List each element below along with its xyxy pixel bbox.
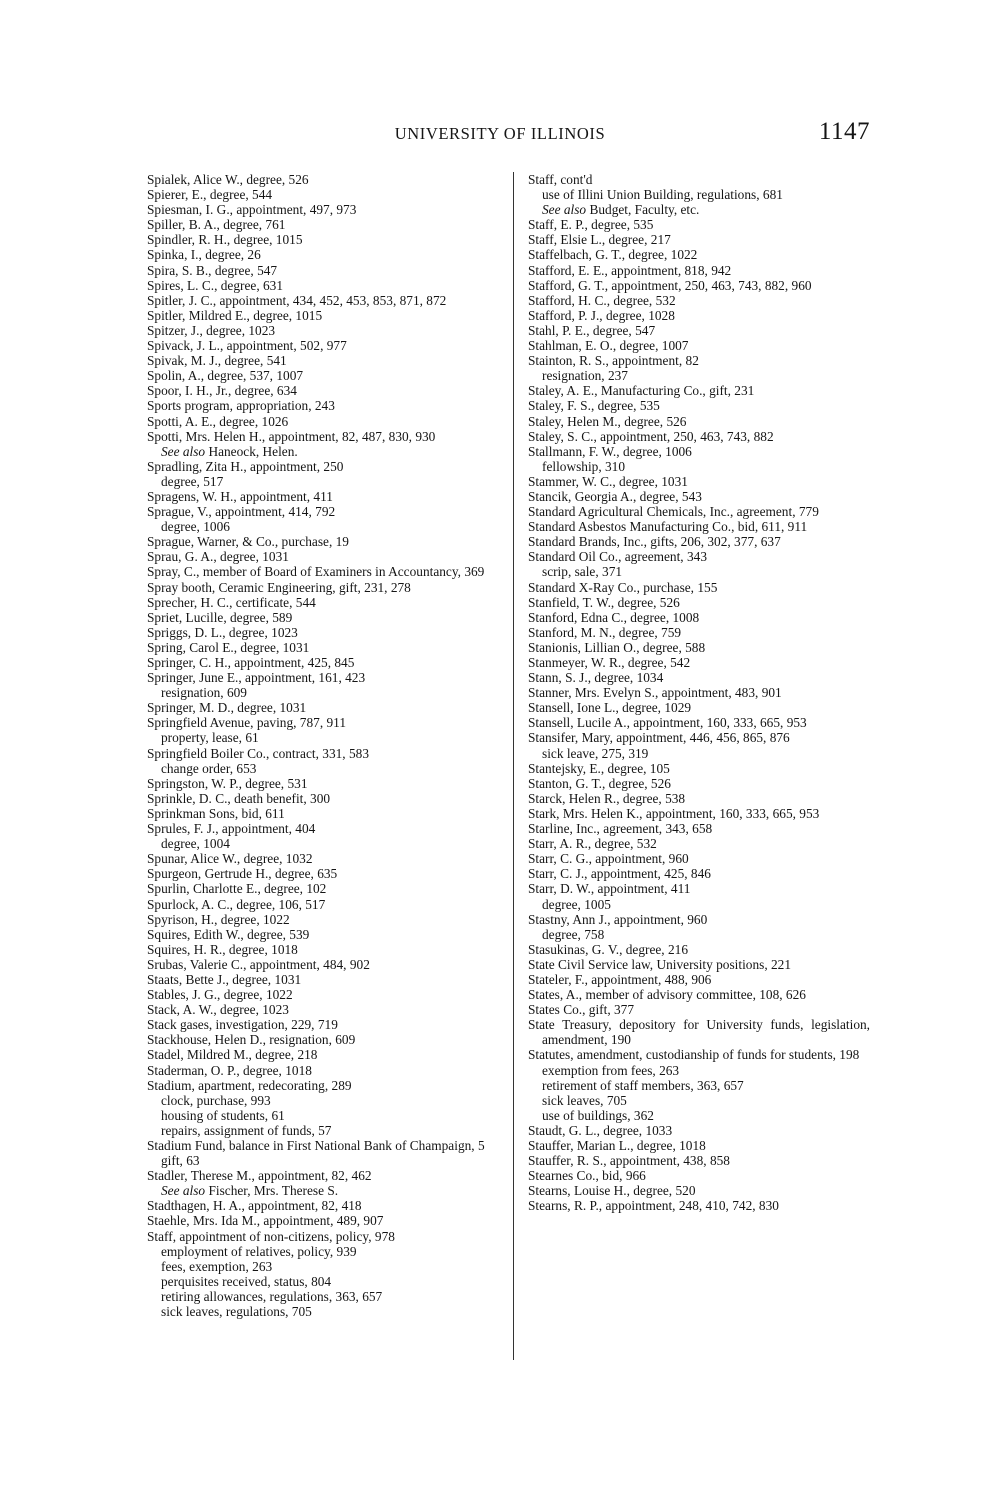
index-entry [528, 957, 870, 972]
entry-text: Spradling, Zita H., appointment, 250 [147, 458, 344, 474]
entry-text: Spiesman, I. G., appointment, 497, 973 [147, 202, 357, 218]
entry-text: Stafford, E. E., appointment, 818, 942 [528, 262, 732, 278]
entry-text: Springfield Boiler Co., contract, 331, 583 [147, 745, 369, 761]
entry-text: retiring allowances, regulations, 363, 657 [161, 1288, 383, 1304]
index-entry [528, 881, 870, 896]
entry-text: exemption from fees, 263 [542, 1062, 680, 1078]
index-entry [147, 232, 502, 247]
entry-text: Spray, C., member of Board of Examiners in Accountancy, 369 [147, 564, 485, 580]
index-entry [147, 1032, 502, 1047]
entry-text: Spragens, W. H., appointment, 411 [147, 488, 333, 504]
entry-text: Stann, S. J., degree, 1034 [528, 670, 664, 686]
entry-text: use of buildings, 362 [542, 1107, 654, 1123]
index-entry [528, 866, 870, 881]
index-entry [147, 1138, 502, 1153]
entry-text: Statutes, amendment, custodianship of funds for students, 198 [528, 1047, 860, 1063]
entry-text: Srubas, Valerie C., appointment, 484, 902 [147, 956, 370, 972]
entry-text: Stafford, P. J., degree, 1028 [528, 307, 675, 323]
index-subentry [147, 1304, 502, 1319]
see-also-prefix: See also [542, 202, 587, 218]
entry-text: Staats, Bette J., degree, 1031 [147, 971, 302, 987]
entry-text: Staff, E. P., degree, 535 [528, 217, 654, 233]
index-entry [147, 715, 502, 730]
index-entry [147, 1213, 502, 1228]
index-subentry [528, 1108, 870, 1123]
entry-text: Stammer, W. C., degree, 1031 [528, 473, 688, 489]
index-entry [528, 942, 870, 957]
index-entry [528, 338, 870, 353]
index-entry [528, 398, 870, 413]
index-entry [147, 338, 502, 353]
index-entry [147, 247, 502, 262]
entry-text: Spurlock, A. C., degree, 106, 517 [147, 896, 326, 912]
entry-text: Staderman, O. P., degree, 1018 [147, 1062, 312, 1078]
index-entry [147, 202, 502, 217]
entry-text: Standard Agricultural Chemicals, Inc., agreement, 779 [528, 504, 819, 520]
index-entry [528, 761, 870, 776]
page-number: 1147 [818, 118, 870, 145]
index-subentry [147, 1093, 502, 1108]
entry-text: Stack, A. W., degree, 1023 [147, 1002, 289, 1018]
entry-text: repairs, assignment of funds, 57 [161, 1122, 332, 1138]
index-subentry [528, 897, 870, 912]
entry-text: Stables, J. G., degree, 1022 [147, 987, 293, 1003]
entry-text: Spotti, A. E., degree, 1026 [147, 413, 289, 429]
index-entry [528, 172, 870, 187]
index-entry [528, 821, 870, 836]
index-subentry [147, 1259, 502, 1274]
index-subentry [528, 746, 870, 761]
entry-text: Stastny, Ann J., appointment, 960 [528, 911, 708, 927]
entry-text: degree, 1005 [542, 896, 611, 912]
index-entry [528, 519, 870, 534]
entry-text: Sprague, Warner, & Co., purchase, 19 [147, 534, 349, 550]
column-divider [513, 172, 514, 1360]
entry-text: scrip, sale, 371 [542, 564, 623, 580]
entry-text: Springfield Avenue, paving, 787, 911 [147, 715, 347, 731]
index-entry [147, 383, 502, 398]
entry-text: Spyrison, H., degree, 1022 [147, 911, 290, 927]
index-entry [147, 1063, 502, 1078]
index-entry [147, 414, 502, 429]
index-entry [528, 429, 870, 444]
index-entry [147, 1002, 502, 1017]
index-column-left [147, 172, 502, 1319]
index-entry [528, 489, 870, 504]
entry-text: degree, 758 [542, 926, 605, 942]
entry-text: Starline, Inc., agreement, 343, 658 [528, 821, 713, 837]
entry-text: Spialek, Alice W., degree, 526 [147, 172, 309, 187]
entry-text: Spira, S. B., degree, 547 [147, 262, 278, 278]
index-entry [147, 323, 502, 338]
index-entry [528, 776, 870, 791]
index-column-right [528, 172, 870, 1213]
entry-text: Staley, F. S., degree, 535 [528, 398, 660, 414]
entry-text: gift, 63 [161, 1153, 200, 1169]
entry-text: Spunar, Alice W., degree, 1032 [147, 851, 313, 867]
entry-text: Starr, D. W., appointment, 411 [528, 881, 691, 897]
index-entry [147, 293, 502, 308]
entry-text: Fischer, Mrs. Therese S. [208, 1183, 339, 1199]
index-entry [528, 836, 870, 851]
entry-text: Spurgeon, Gertrude H., degree, 635 [147, 866, 338, 882]
index-entry [147, 670, 502, 685]
entry-text: Stark, Mrs. Helen K., appointment, 160, 333, 665, 953 [528, 805, 820, 821]
entry-text: Sprinkle, D. C., death benefit, 300 [147, 790, 331, 806]
entry-text: Stanionis, Lillian O., degree, 588 [528, 639, 706, 655]
entry-text: Staff, appointment of non-citizens, policy, 978 [147, 1228, 395, 1244]
entry-text: retirement of staff members, 363, 657 [542, 1077, 744, 1093]
index-subentry [147, 1289, 502, 1304]
index-entry [528, 1138, 870, 1153]
entry-text: sick leave, 275, 319 [542, 745, 649, 761]
index-entry [528, 730, 870, 745]
index-entry [528, 610, 870, 625]
entry-text: employment of relatives, policy, 939 [161, 1243, 357, 1259]
entry-text: Spitler, J. C., appointment, 434, 452, 453, 853, 871, 872 [147, 292, 447, 308]
entry-text: Spires, L. C., degree, 631 [147, 277, 284, 293]
entry-text: Spriet, Lucille, degree, 589 [147, 609, 293, 625]
index-entry [528, 247, 870, 262]
index-entry [147, 398, 502, 413]
index-entry [528, 323, 870, 338]
entry-text: Stadler, Therese M., appointment, 82, 462 [147, 1168, 372, 1184]
entry-text: Stainton, R. S., appointment, 82 [528, 353, 699, 369]
entry-text: Spindler, R. H., degree, 1015 [147, 232, 303, 248]
index-entry [147, 700, 502, 715]
entry-text: fees, exemption, 263 [161, 1258, 273, 1274]
index-entry [528, 232, 870, 247]
index-subentry [528, 459, 870, 474]
entry-text: Stansifer, Mary, appointment, 446, 456, 865, 876 [528, 730, 790, 746]
index-entry [528, 625, 870, 640]
entry-text: Sprau, G. A., degree, 1031 [147, 549, 289, 565]
index-entry [528, 715, 870, 730]
index-entry [528, 1168, 870, 1183]
index-entry [147, 655, 502, 670]
entry-text: Spierer, E., degree, 544 [147, 187, 273, 203]
entry-text: Spriggs, D. L., degree, 1023 [147, 624, 298, 640]
entry-text: use of Illini Union Building, regulations, 681 [542, 187, 783, 203]
index-subentry [147, 1153, 502, 1168]
index-entry [147, 791, 502, 806]
index-entry [147, 942, 502, 957]
index-subentry [528, 202, 870, 217]
index-entry [528, 1153, 870, 1168]
index-entry [528, 655, 870, 670]
index-entry [528, 1198, 870, 1213]
index-entry [147, 1168, 502, 1183]
index-entry [528, 685, 870, 700]
index-entry [528, 474, 870, 489]
entry-text: Staff, Elsie L., degree, 217 [528, 232, 671, 248]
index-entry [147, 1078, 502, 1093]
entry-text: Staley, Helen M., degree, 526 [528, 413, 687, 429]
index-entry [147, 927, 502, 942]
index-entry [147, 172, 502, 187]
entry-text: Stanfield, T. W., degree, 526 [528, 594, 680, 610]
index-entry [528, 972, 870, 987]
index-subentry [528, 187, 870, 202]
entry-text: Spivack, J. L., appointment, 502, 977 [147, 338, 347, 354]
index-entry [528, 414, 870, 429]
index-entry [147, 972, 502, 987]
index-entry [147, 1198, 502, 1213]
index-entry [528, 504, 870, 519]
entry-text: Starr, A. R., degree, 532 [528, 836, 657, 852]
index-subentry [147, 474, 502, 489]
index-entry [528, 549, 870, 564]
entry-text: degree, 1004 [161, 836, 230, 852]
entry-text: Stadthagen, H. A., appointment, 82, 418 [147, 1198, 362, 1214]
entry-text: Stadel, Mildred M., degree, 218 [147, 1047, 318, 1063]
index-entry [147, 217, 502, 232]
entry-text: Squires, Edith W., degree, 539 [147, 926, 310, 942]
index-subentry [528, 927, 870, 942]
index-entry [147, 353, 502, 368]
index-entry [528, 278, 870, 293]
entry-text: housing of students, 61 [161, 1107, 285, 1123]
entry-text: Starr, C. G., appointment, 960 [528, 851, 689, 867]
entry-text: Standard Asbestos Manufacturing Co., bid, 611, 911 [528, 519, 808, 535]
entry-text: Squires, H. R., degree, 1018 [147, 941, 298, 957]
entry-text: property, lease, 61 [161, 730, 259, 746]
entry-text: Stansell, Lucile A., appointment, 160, 333, 665, 953 [528, 715, 807, 731]
entry-text: Spring, Carol E., degree, 1031 [147, 639, 310, 655]
entry-text: Stanmeyer, W. R., degree, 542 [528, 655, 691, 670]
index-entry [147, 564, 502, 579]
index-entry [147, 912, 502, 927]
entry-text: Staehle, Mrs. Ida M., appointment, 489, 907 [147, 1213, 384, 1229]
index-entry [528, 851, 870, 866]
entry-text: Springer, M. D., degree, 1031 [147, 700, 307, 716]
entry-text: Starr, C. J., appointment, 425, 846 [528, 866, 711, 882]
index-entry [528, 670, 870, 685]
entry-text: Spray booth, Ceramic Engineering, gift, 231, 278 [147, 579, 411, 595]
index-entry [147, 489, 502, 504]
entry-text: Stahlman, E. O., degree, 1007 [528, 338, 689, 354]
entry-text: fellowship, 310 [542, 458, 626, 474]
index-entry [528, 595, 870, 610]
index-subentry [147, 1274, 502, 1289]
index-entry [147, 851, 502, 866]
index-entry [147, 429, 502, 444]
entry-text: Stauffer, R. S., appointment, 438, 858 [528, 1153, 730, 1169]
entry-text: Stancik, Georgia A., degree, 543 [528, 488, 702, 504]
index-subentry [147, 730, 502, 745]
index-subentry [147, 1123, 502, 1138]
index-entry [147, 580, 502, 595]
entry-text: Stanford, M. N., degree, 759 [528, 624, 682, 640]
entry-text: perquisites received, status, 804 [161, 1273, 332, 1289]
index-subentry [528, 1063, 870, 1078]
index-entry [147, 821, 502, 836]
index-entry [147, 368, 502, 383]
index-entry [528, 700, 870, 715]
index-entry [147, 610, 502, 625]
index-entry [528, 1123, 870, 1138]
entry-text: Staley, S. C., appointment, 250, 463, 743, 882 [528, 428, 774, 444]
entry-text: Stack gases, investigation, 229, 719 [147, 1017, 338, 1033]
index-entry [147, 263, 502, 278]
index-entry [528, 308, 870, 323]
index-entry [147, 549, 502, 564]
entry-text: Spolin, A., degree, 537, 1007 [147, 368, 304, 384]
entry-text: Stasukinas, G. V., degree, 216 [528, 941, 688, 957]
entry-text: degree, 517 [161, 473, 224, 489]
entry-text: States Co., gift, 377 [528, 1002, 635, 1018]
index-entry [528, 912, 870, 927]
entry-text: clock, purchase, 993 [161, 1092, 271, 1108]
index-entry [147, 1017, 502, 1032]
entry-text: Spitler, Mildred E., degree, 1015 [147, 307, 323, 323]
index-entry [147, 534, 502, 549]
entry-text: Stanner, Mrs. Evelyn S., appointment, 483, 901 [528, 685, 782, 701]
index-entry [528, 1183, 870, 1198]
entry-text: Spurlin, Charlotte E., degree, 102 [147, 881, 327, 897]
index-entry [528, 263, 870, 278]
index-entry [528, 987, 870, 1002]
entry-text: Stearns, R. P., appointment, 248, 410, 742, 830 [528, 1198, 779, 1214]
entry-text: Stanford, Edna C., degree, 1008 [528, 609, 700, 625]
page-header [0, 118, 1000, 152]
entry-text: Staudt, G. L., degree, 1033 [528, 1122, 673, 1138]
entry-text: Haneock, Helen. [208, 443, 298, 459]
index-subentry [147, 685, 502, 700]
entry-text: Springston, W. P., degree, 531 [147, 775, 308, 791]
index-entry [147, 278, 502, 293]
index-subentry [147, 761, 502, 776]
index-entry [528, 580, 870, 595]
entry-text: Stackhouse, Helen D., resignation, 609 [147, 1032, 356, 1048]
index-entry [528, 444, 870, 459]
index-entry [147, 1047, 502, 1062]
index-entry [528, 1017, 870, 1047]
index-entry [147, 625, 502, 640]
entry-text: Springer, June E., appointment, 161, 423 [147, 670, 366, 686]
entry-text: Staffelbach, G. T., degree, 1022 [528, 247, 698, 263]
entry-text: resignation, 609 [161, 685, 247, 701]
entry-text: Spoor, I. H., Jr., degree, 634 [147, 383, 297, 399]
index-entry [528, 293, 870, 308]
entry-text: Stallmann, F. W., degree, 1006 [528, 443, 692, 459]
entry-text: degree, 1006 [161, 519, 230, 535]
entry-text: Stantejsky, E., degree, 105 [528, 760, 670, 776]
index-entry [528, 217, 870, 232]
index-entry [528, 383, 870, 398]
entry-text: States, A., member of advisory committee, 108, 626 [528, 987, 806, 1003]
index-subentry [147, 1183, 502, 1198]
index-subentry [528, 564, 870, 579]
index-entry [147, 640, 502, 655]
entry-text: Sprague, V., appointment, 414, 792 [147, 504, 336, 520]
entry-text: Standard Oil Co., agreement, 343 [528, 549, 707, 565]
index-subentry [147, 1244, 502, 1259]
index-entry [147, 459, 502, 474]
index-subentry [147, 519, 502, 534]
entry-text: Stafford, H. C., degree, 532 [528, 292, 676, 308]
entry-text: Standard Brands, Inc., gifts, 206, 302, 377, 637 [528, 534, 781, 550]
index-entry [528, 806, 870, 821]
entry-text: Stafford, G. T., appointment, 250, 463, 743, 882, 960 [528, 277, 812, 293]
entry-text: resignation, 237 [542, 368, 628, 384]
entry-text: Sports program, appropriation, 243 [147, 398, 335, 414]
entry-text: Stateler, F., appointment, 488, 906 [528, 971, 712, 987]
entry-text: Springer, C. H., appointment, 425, 845 [147, 655, 355, 670]
see-also-prefix: See also [161, 443, 206, 459]
index-entry [147, 746, 502, 761]
entry-text: Starck, Helen R., degree, 538 [528, 790, 686, 806]
entry-text: change order, 653 [161, 760, 257, 776]
entry-text: Staff, cont'd [528, 172, 593, 187]
entry-text: Spivak, M. J., degree, 541 [147, 353, 287, 369]
entry-text: Stadium Fund, balance in First National Bank of Champaign, 5 [147, 1138, 485, 1153]
index-entry [147, 595, 502, 610]
index-entry [147, 806, 502, 821]
index-entry [147, 866, 502, 881]
index-subentry [147, 444, 502, 459]
entry-text: Stahl, P. E., degree, 547 [528, 322, 656, 338]
index-entry [147, 504, 502, 519]
entry-text: Stadium, apartment, redecorating, 289 [147, 1077, 352, 1093]
index-entry [147, 1229, 502, 1244]
entry-text: Spiller, B. A., degree, 761 [147, 217, 286, 233]
entry-text: Budget, Faculty, etc. [589, 202, 700, 218]
entry-text: Stauffer, Marian L., degree, 1018 [528, 1138, 706, 1153]
running-title: UNIVERSITY OF ILLINOIS [394, 124, 606, 143]
index-entry [147, 897, 502, 912]
entry-text: Standard X-Ray Co., purchase, 155 [528, 579, 718, 595]
entry-text: sick leaves, 705 [542, 1092, 627, 1108]
index-entry [147, 957, 502, 972]
entry-text: State Civil Service law, University positions, 221 [528, 956, 792, 972]
entry-text: Staley, A. E., Manufacturing Co., gift, 231 [528, 383, 755, 399]
index-entry [147, 187, 502, 202]
entry-text: Stearnes Co., bid, 966 [528, 1168, 646, 1184]
entry-text: sick leaves, regulations, 705 [161, 1304, 312, 1320]
index-entry [528, 1002, 870, 1017]
index-subentry [147, 1108, 502, 1123]
entry-text: Sprules, F. J., appointment, 404 [147, 821, 316, 837]
entry-text: Stansell, Ione L., degree, 1029 [528, 700, 692, 716]
entry-text: State Treasury, depository for University funds, legislation, amendment, 190 [528, 1017, 870, 1048]
index-entry [147, 881, 502, 896]
index-subentry [528, 1078, 870, 1093]
see-also-prefix: See also [161, 1183, 206, 1199]
index-entry [147, 987, 502, 1002]
entry-text: Stearns, Louise H., degree, 520 [528, 1183, 696, 1199]
index-entry [528, 640, 870, 655]
index-subentry [528, 1093, 870, 1108]
entry-text: Spotti, Mrs. Helen H., appointment, 82, 487, 830, 930 [147, 428, 436, 444]
entry-text: Spinka, I., degree, 26 [147, 247, 261, 263]
index-subentry [147, 836, 502, 851]
index-entry [147, 776, 502, 791]
index-entry [528, 791, 870, 806]
entry-text: Sprecher, H. C., certificate, 544 [147, 594, 316, 610]
index-entry [528, 534, 870, 549]
index-entry [147, 308, 502, 323]
entry-text: Stanton, G. T., degree, 526 [528, 775, 671, 791]
entry-text: Spitzer, J., degree, 1023 [147, 322, 276, 338]
index-subentry [528, 368, 870, 383]
entry-text: Sprinkman Sons, bid, 611 [147, 805, 285, 821]
index-entry [528, 353, 870, 368]
index-entry [528, 1047, 870, 1062]
